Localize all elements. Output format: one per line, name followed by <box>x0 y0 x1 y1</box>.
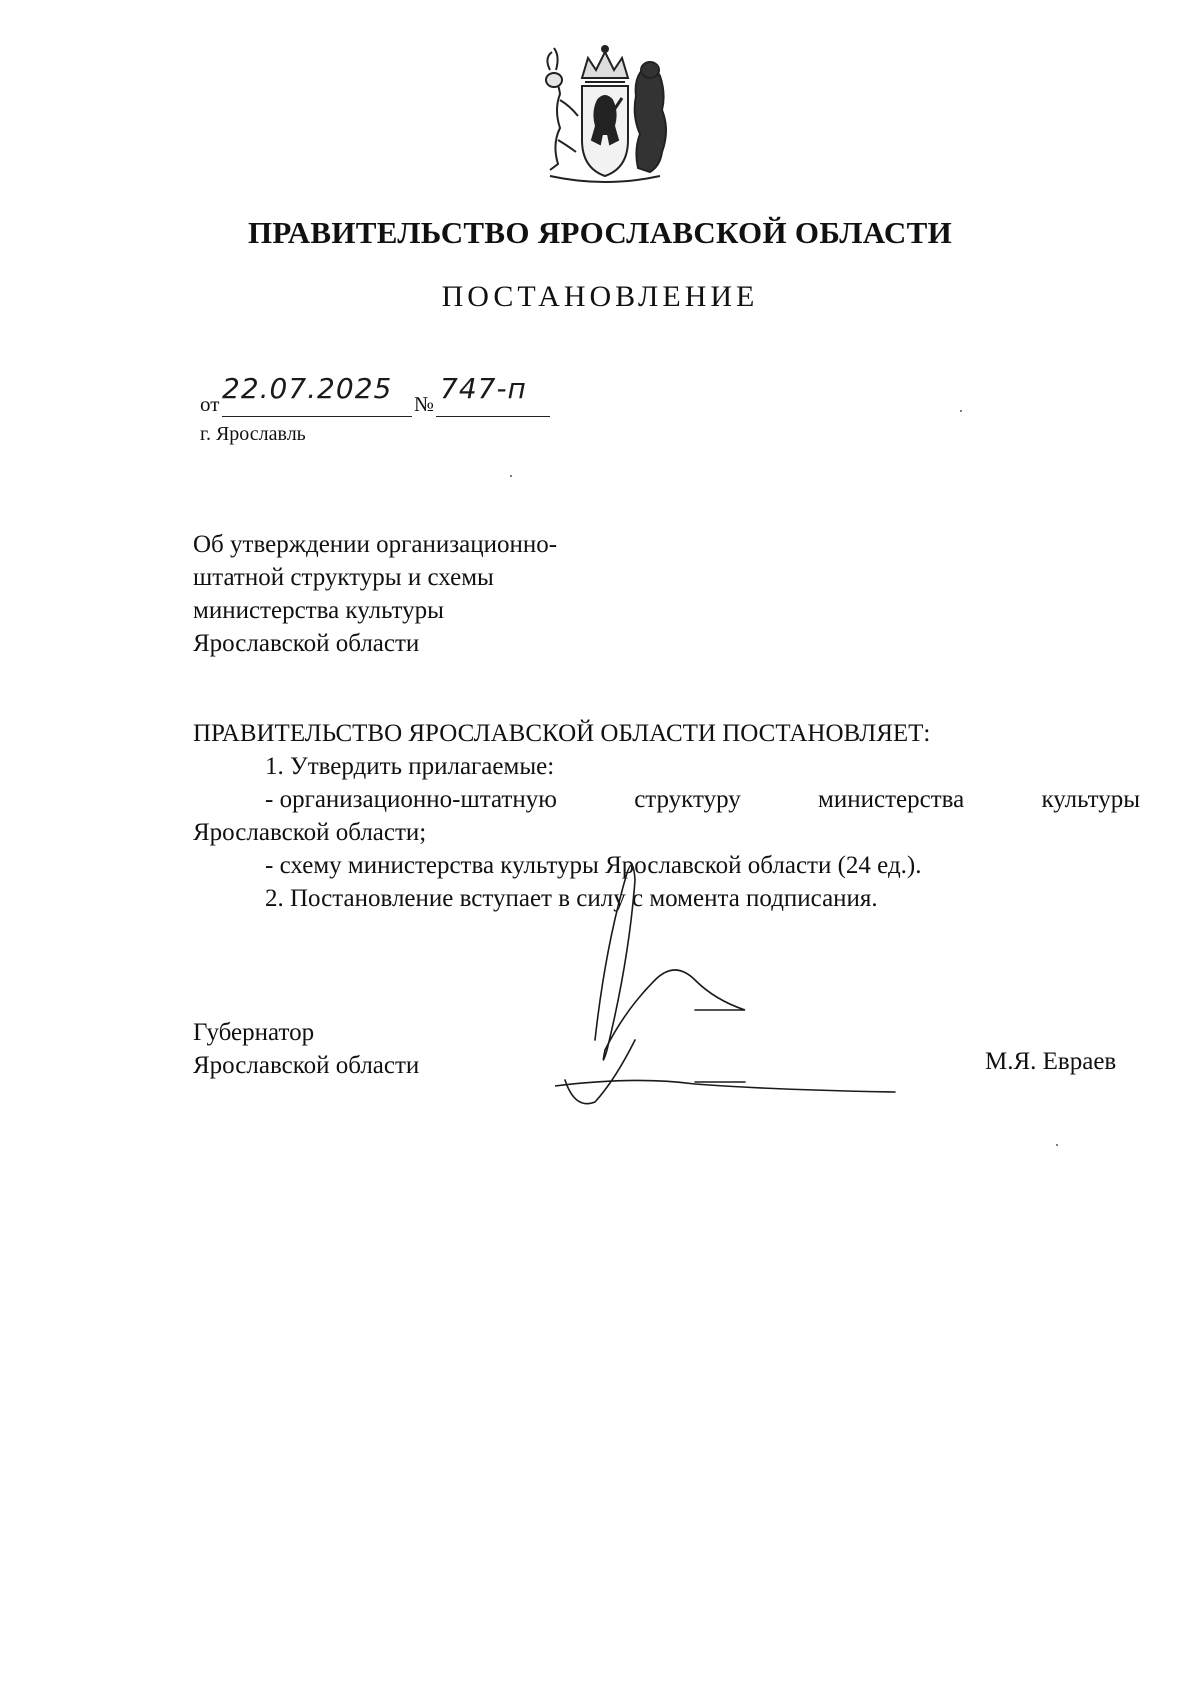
number-label: № <box>414 392 435 416</box>
item-1a-word: культуры <box>1041 786 1140 813</box>
item-1a-word: структуру <box>634 786 741 813</box>
organization-title: ПРАВИТЕЛЬСТВО ЯРОСЛАВСКОЙ ОБЛАСТИ <box>248 215 952 250</box>
date-underline <box>222 416 412 417</box>
handwritten-date: 22.07.2025 <box>222 372 393 405</box>
item-1a <box>193 783 1140 816</box>
subject-line: министерства культуры <box>193 597 444 624</box>
signatory-name: М.Я. Евраев <box>985 1048 1117 1075</box>
document-type: ПОСТАНОВЛЕНИЕ <box>441 280 759 313</box>
date-number-line <box>200 372 600 418</box>
decree-line: ПРАВИТЕЛЬСТВО ЯРОСЛАВСКОЙ ОБЛАСТИ ПОСТАНОВЛЯЕТ: <box>193 720 931 747</box>
scan-speck <box>510 475 512 477</box>
handwritten-number: 747-п <box>440 372 527 405</box>
coat-of-arms-icon <box>530 40 680 190</box>
item-1a-word: - организационно-штатную <box>265 786 557 813</box>
number-underline <box>436 416 550 417</box>
document-subject <box>193 528 557 660</box>
item-2: 2. Постановление вступает в силу с момента подписания. <box>265 885 878 912</box>
signatory-title <box>193 1016 419 1082</box>
subject-line: штатной структуры и схемы <box>193 564 494 591</box>
scan-speck <box>1056 1144 1058 1146</box>
item-1a-continuation: Ярославской области; <box>193 819 427 846</box>
subject-line: Об утверждении организационно- <box>193 531 558 558</box>
signatory-title-line: Ярославской области <box>193 1052 420 1079</box>
handwritten-signature-icon <box>555 840 905 1110</box>
item-1: 1. Утвердить прилагаемые: <box>265 753 555 780</box>
scan-speck <box>960 410 962 412</box>
signatory-title-line: Губернатор <box>193 1019 315 1046</box>
city: г. Ярославль <box>200 423 306 445</box>
item-1a-word: министерства <box>818 786 965 813</box>
subject-line: Ярославской области <box>193 630 420 657</box>
item-1b: - схему министерства культуры Ярославской области (24 ед.). <box>265 852 922 879</box>
from-label: от <box>200 392 220 416</box>
